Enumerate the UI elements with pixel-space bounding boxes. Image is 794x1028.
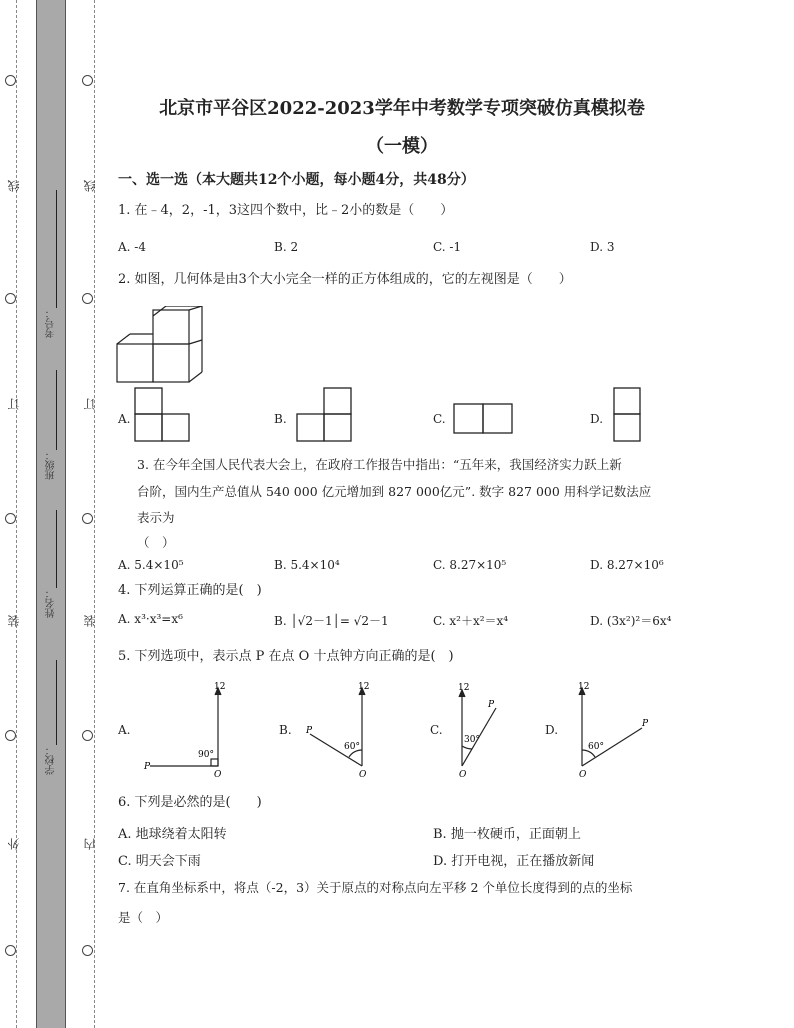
- question-3-line-2: 台阶，国内生产总值从 540 000 亿元增加到 827 000亿元”. 数字 827 000 用科学记数法应: [137, 484, 652, 499]
- binding-hole: [82, 293, 93, 304]
- margin-label: 外: [7, 838, 21, 850]
- question-5: 5. 下列选项中，表示点 P 在点 O 十点钟方向正确的是( ): [118, 649, 454, 664]
- q4-option-a: A. x³·x³=x⁶: [118, 612, 183, 626]
- q5d-label-o: O: [579, 770, 587, 780]
- q1-option-c: C. -1: [433, 240, 462, 254]
- exam-number-field: [44, 190, 58, 345]
- page-title: 北京市平谷区2022-2023学年中考数学专项突破仿真模拟卷: [159, 98, 645, 119]
- q6-option-b: B. 抛一枚硬币，正面朝上: [433, 827, 581, 842]
- binding-hole: [5, 513, 16, 524]
- q1-option-b: B. 2: [274, 240, 299, 254]
- q5a-angle: 90°: [198, 750, 214, 760]
- binding-hole: [82, 945, 93, 956]
- q2-option-b: B.: [274, 412, 287, 426]
- q5d-angle: 60°: [588, 742, 604, 752]
- binding-hole: [5, 945, 16, 956]
- q5-option-b: B.: [279, 723, 292, 737]
- question-6: 6. 下列是必然的是( ): [118, 795, 262, 810]
- margin-label: 装: [83, 615, 97, 627]
- question-4: 4. 下列运算正确的是( ): [118, 583, 262, 598]
- q6-option-c: C. 明天会下雨: [118, 854, 201, 869]
- margin-label: 内: [83, 838, 97, 850]
- q5c-label-p: P: [488, 700, 495, 710]
- binding-hole: [82, 75, 93, 86]
- q4-option-d: D. (3x²)²＝6x⁴: [590, 614, 672, 628]
- binding-hole: [82, 513, 93, 524]
- q2-option-a: A.: [118, 412, 131, 426]
- q5-option-a: A.: [118, 723, 131, 737]
- q2-figure-d: [612, 387, 642, 443]
- q2-option-d: D.: [590, 412, 604, 426]
- binding-hole: [5, 730, 16, 741]
- q5c-label-o: O: [459, 770, 467, 780]
- q2-figure-b: [295, 387, 353, 443]
- q5d-label-12: 12: [578, 682, 590, 692]
- school-label: 学校：: [46, 745, 57, 775]
- q2-figure-c: [452, 402, 514, 435]
- q5b-label-p: P: [306, 726, 313, 736]
- q5-clock-figure-b: [300, 680, 400, 780]
- name-label: 姓名：: [46, 588, 57, 618]
- margin-label: 装: [7, 615, 21, 627]
- q2-option-c: C.: [433, 412, 446, 426]
- exam-number-label: 考号：: [46, 308, 57, 338]
- q5b-label-o: O: [359, 770, 367, 780]
- q6-option-d: D. 打开电视，正在播放新闻: [433, 854, 595, 869]
- question-2: 2. 如图，几何体是由3个大小完全一样的正方体组成的，它的左视图是（ ）: [118, 272, 572, 287]
- q5a-label-p: P: [144, 762, 151, 772]
- school-field: [44, 660, 58, 780]
- inner-cut-line: [94, 0, 95, 1028]
- q4-option-c: C. x²＋x²＝x⁴: [433, 614, 509, 628]
- q2-figure-a: [133, 387, 191, 443]
- page-subtitle: （一模）: [366, 136, 438, 157]
- q3-option-a: A. 5.4×10⁵: [118, 558, 184, 572]
- class-label: 班级：: [46, 450, 57, 480]
- cube-solid-figure: [116, 306, 208, 386]
- q3-option-c: C. 8.27×10⁵: [433, 558, 507, 572]
- question-3-line-3: 表示为: [137, 510, 175, 525]
- q5-clock-figure-d: [560, 680, 660, 780]
- q5-option-c: C.: [430, 723, 443, 737]
- q6-option-a: A. 地球绕着太阳转: [118, 827, 227, 842]
- q1-option-d: D. 3: [590, 240, 615, 254]
- q1-option-a: A. -4: [118, 240, 146, 254]
- q5a-label-o: O: [214, 770, 222, 780]
- margin-label: 线: [7, 180, 21, 192]
- question-7-line-2: 是（ ）: [118, 910, 169, 925]
- binding-hole: [5, 75, 16, 86]
- margin-label: 订: [7, 398, 21, 410]
- margin-label: 线: [83, 180, 97, 192]
- question-1: 1. 在﹣4，2，-1，3这四个数中，比﹣2小的数是（ ）: [118, 203, 454, 218]
- binding-hole: [5, 293, 16, 304]
- q5-clock-figure-c: [440, 680, 540, 780]
- class-field: [44, 370, 58, 485]
- q5-clock-figure-a: [140, 680, 240, 780]
- margin-label: 订: [83, 398, 97, 410]
- question-3-line-4: （ ）: [137, 535, 175, 550]
- q3-option-b: B. 5.4×10⁴: [274, 558, 340, 572]
- q5b-label-12: 12: [358, 682, 370, 692]
- q5b-angle: 60°: [344, 742, 360, 752]
- section-heading: 一、选一选（本大题共12个小题，每小题4分，共48分）: [118, 172, 475, 188]
- q5d-label-p: P: [642, 719, 649, 729]
- q5c-angle: 30°: [464, 735, 480, 745]
- name-field: [44, 510, 58, 625]
- outer-cut-line: [16, 0, 17, 1028]
- q3-option-d: D. 8.27×10⁶: [590, 558, 664, 572]
- question-7-line-1: 7. 在直角坐标系中，将点（-2，3）关于原点的对称点向左平移 2 个单位长度得到的点的坐标: [118, 880, 633, 895]
- q5c-label-12: 12: [458, 683, 470, 693]
- q5a-label-12: 12: [214, 682, 226, 692]
- question-3-line-1: 3. 在今年全国人民代表大会上，在政府工作报告中指出：“五年来，我国经济实力跃上新: [137, 457, 622, 472]
- q4-option-b: B. │√2－1│= √2－1: [274, 614, 389, 628]
- binding-hole: [82, 730, 93, 741]
- q5-option-d: D.: [545, 723, 559, 737]
